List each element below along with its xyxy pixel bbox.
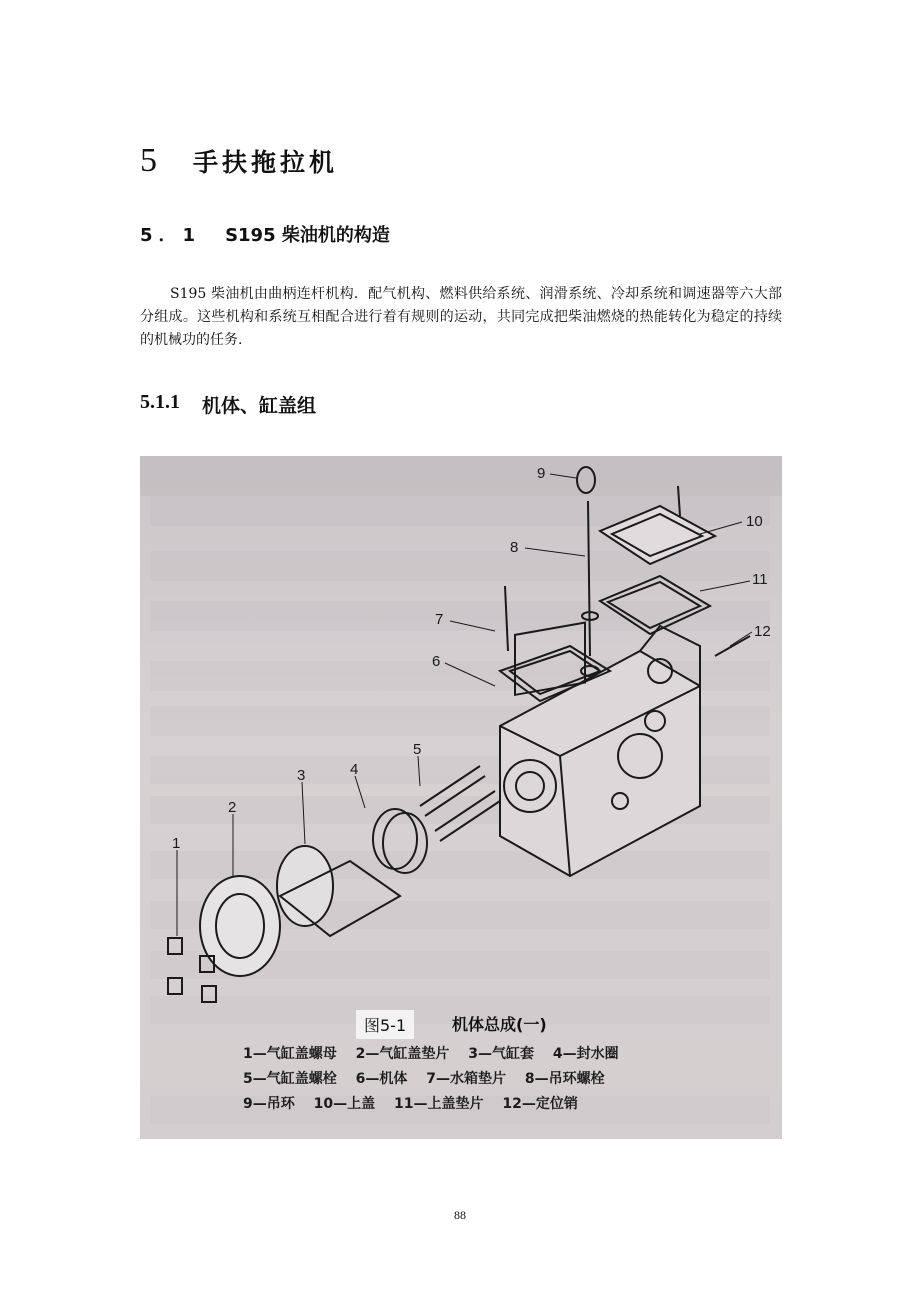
chapter-number: 5 xyxy=(140,142,157,179)
legend-item: 11—上盖垫片 xyxy=(393,1096,484,1112)
legend-row xyxy=(243,1092,633,1117)
legend-row xyxy=(243,1042,633,1067)
legend-item: 8—吊环螺栓 xyxy=(524,1071,605,1087)
legend-row xyxy=(243,1067,633,1092)
callout-8: 8 xyxy=(510,539,519,556)
legend-item: 9—吊环 xyxy=(243,1096,295,1112)
chapter-title: 手扶拖拉机 xyxy=(193,148,339,177)
callout-4: 4 xyxy=(350,761,359,778)
callout-11: 11 xyxy=(752,571,768,588)
callout-6: 6 xyxy=(432,653,441,670)
callout-10: 10 xyxy=(746,513,763,530)
exploded-view-drawing xyxy=(140,456,782,1139)
subsection-number: 5.1.1 xyxy=(140,391,180,413)
section-title: S195 柴油机的构造 xyxy=(225,225,390,246)
page-number: 88 xyxy=(454,1208,466,1222)
legend-item: 1—气缸盖螺母 xyxy=(243,1046,337,1062)
figure-title: 机体总成(一) xyxy=(452,1015,547,1034)
figure-label: 图5-1 xyxy=(356,1010,414,1039)
legend-item: 6—机体 xyxy=(355,1071,408,1087)
subsection-heading xyxy=(140,391,316,418)
legend-item: 2—气缸盖垫片 xyxy=(355,1046,450,1062)
body-paragraph: S195 柴油机由曲柄连杆机构．配气机构、燃料供给系统、润滑系统、冷却系统和调速器等六大部分组成。这些机构和系统互相配合进行着有规则的运动，共同完成把柴油燃烧的热能转化为稳定的持续的机械功的任务. xyxy=(140,286,782,348)
callout-1: 1 xyxy=(172,835,181,852)
legend-item: 5—气缸盖螺栓 xyxy=(243,1071,337,1087)
figure-engine-block-assembly xyxy=(140,456,782,1139)
chapter-heading xyxy=(140,142,338,180)
callout-2: 2 xyxy=(228,799,237,816)
legend-item: 7—水箱垫片 xyxy=(426,1071,506,1087)
legend-item: 4—封水圈 xyxy=(552,1046,619,1062)
callout-5: 5 xyxy=(413,741,422,758)
callout-12: 12 xyxy=(754,623,771,640)
legend-item: 12—定位销 xyxy=(502,1096,578,1112)
section-heading xyxy=(140,221,390,247)
section-number: 5．1 xyxy=(140,225,202,246)
legend-item: 3—气缸套 xyxy=(468,1046,534,1062)
figure-legend xyxy=(243,1042,633,1117)
callout-9: 9 xyxy=(537,465,546,482)
callout-3: 3 xyxy=(297,767,306,784)
subsection-title: 机体、缸盖组 xyxy=(202,395,317,417)
legend-item: 10—上盖 xyxy=(313,1096,376,1112)
callout-7: 7 xyxy=(435,611,444,628)
